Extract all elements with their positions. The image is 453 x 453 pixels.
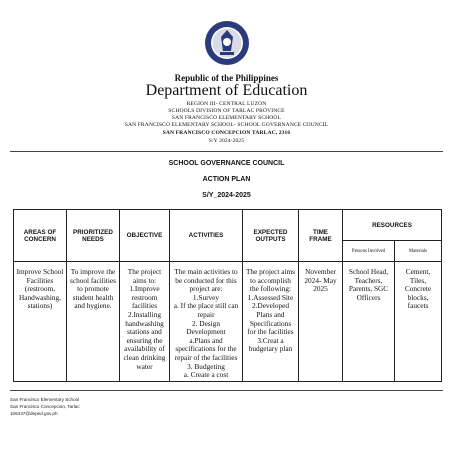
footer-address: San Francisco Concepcion, Tarlac [10,404,80,409]
action-plan-title: ACTION PLAN [202,176,251,183]
header-areas: AREAS OF CONCERN [14,210,67,262]
council-line: SAN FRANCISCO ELEMENTARY SCHOOL- SCHOOL GOVERNANCE COUNCIL [124,122,329,128]
deped-seal-logo [204,20,250,66]
cell-outputs: The project aims to accomplish the following: 1.Assessed Site 2.Developed Plans and Specifications for the facilities 3.Creat a budgetary plan [243,262,299,382]
region-line: REGION III- CENTRAL LUZON [186,101,267,107]
cell-areas: Improve School Facilities (restroom, Handwashing, stations) [14,262,67,382]
table-row [14,262,442,382]
cell-materials: Cement, Tiles, Concrete blocks, faucets [395,262,442,382]
cell-persons: School Head, Teachers, Parents, SGC Officers [343,262,395,382]
footer-divider [10,390,443,391]
division-line: SCHOOLS DIVISION OF TARLAC PROVINCE [168,108,285,114]
header-materials: Materials [395,241,442,262]
republic-line: Republic of the Philippines [174,73,279,83]
header-needs: PRIORITIZED NEEDS [67,210,120,262]
cell-time: November 2024- May 2025 [299,262,343,382]
cell-activities: The main activities to be conducted for this project are: 1.Survey a. If the place still can repair 2. Design Development a.Plans and specifications for the repair of the facilities 3. Budgeting a. Create a cost [170,262,243,382]
sy-title: S/Y_2024-2025 [202,192,251,199]
table-header-row [14,210,442,241]
header-time: TIME FRAME [299,210,343,262]
council-title: SCHOOL GOVERNANCE COUNCIL [168,160,285,167]
cell-objective: The project aims to: 1.Improve restroom facilities 2.Installing handwashing stations and ensuring the availability of clean drinking water [120,262,170,382]
header-objective: OBJECTIVE [120,210,170,262]
cell-needs: To improve the school facilities to promote student health and hygiene. [67,262,120,382]
header-persons: Persons Involved [343,241,395,262]
school-line: SAN FRANCISCO ELEMENTARY SCHOOL [171,115,282,121]
footer-school: San Francisco Elementary School [10,397,80,402]
header-outputs: EXPECTED OUTPUTS [243,210,299,262]
school-year-line: S/Y 2024-2025 [208,138,245,144]
header-activities: ACTIVITIES [170,210,243,262]
action-plan-table [13,209,442,382]
address-line: SAN FRANCISCO CONCEPCION TARLAC, 2316 [162,130,291,136]
header-resources: RESOURCES [343,210,442,241]
department-title: Department of Education [145,82,308,99]
footer-email: 106437@deped.gov.ph [10,411,58,416]
header-divider [10,151,443,152]
footer [10,396,80,417]
